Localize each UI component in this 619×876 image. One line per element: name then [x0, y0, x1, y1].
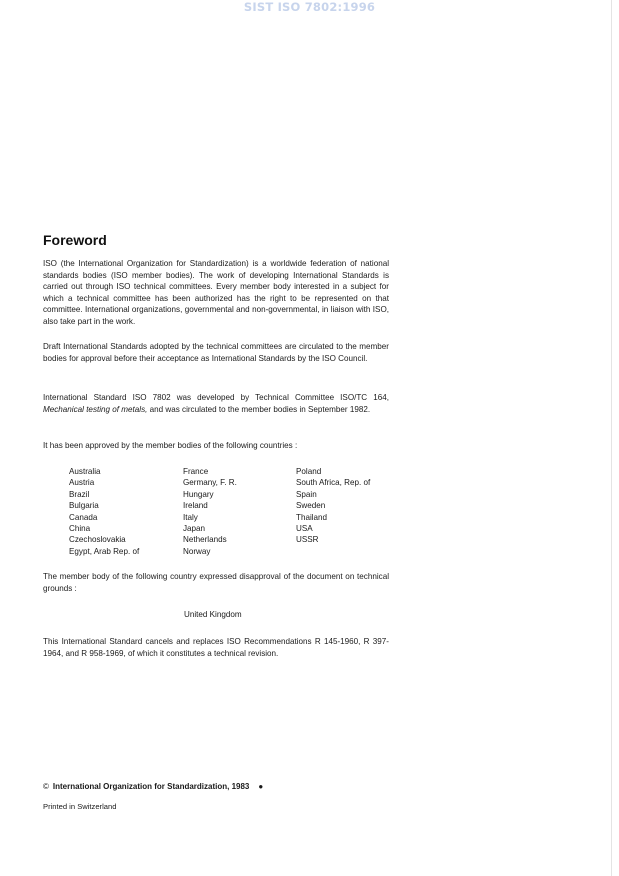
disapproving-country: United Kingdom: [184, 610, 242, 619]
country: Spain: [296, 489, 317, 499]
country: South Africa, Rep. of: [296, 478, 371, 488]
country: Norway: [183, 546, 211, 556]
country: Germany, F. R.: [183, 478, 237, 488]
country: Czechoslovakia: [69, 535, 126, 545]
paragraph-development-part2: and was circulated to the member bodies in September 1982.: [149, 404, 371, 414]
country: China: [69, 524, 91, 534]
committee-name: Mechanical testing of metals,: [43, 404, 148, 414]
bullet-icon: ●: [258, 782, 264, 791]
paragraph-development: [43, 392, 389, 415]
approving-countries-list: [69, 466, 399, 557]
paragraph-iso-intro: ISO (the International Organization for Standardization) is a worldwide federation of national standards bodies (ISO member bodies). The work of developing International Standards is carried out through ISO technical committees. Every member body interested in a subject for which a technical committee has been authorized has the right to be represented on that committee. International organizations, governmental and non-governmental, in liaison with ISO, also take part in the work.: [43, 259, 389, 326]
printed-location: Printed in Switzerland: [43, 802, 117, 811]
paragraph-disapproval: The member body of the following country expressed disapproval of the document on technical grounds :: [43, 572, 389, 593]
country: Hungary: [183, 489, 214, 499]
country: Poland: [296, 467, 322, 476]
countries-column-1: [69, 466, 183, 557]
paragraph-approval: It has been approved by the member bodies of the following countries :: [43, 441, 298, 450]
country: Sweden: [296, 501, 326, 511]
country: Brazil: [69, 489, 90, 499]
country: Italy: [183, 512, 198, 522]
country: Thailand: [296, 512, 328, 522]
country: Australia: [69, 467, 101, 476]
copyright-text: International Organization for Standardization, 1983: [52, 782, 250, 791]
country: Japan: [183, 524, 206, 534]
countries-column-3: [296, 466, 399, 557]
country: USA: [296, 524, 313, 534]
country: Netherlands: [183, 535, 227, 545]
country: USSR: [296, 535, 319, 545]
copyright-icon: ©: [43, 782, 49, 791]
countries-column-2: [183, 466, 296, 557]
watermark: SIST ISO 7802:1996: [243, 0, 376, 14]
paragraph-development-part1: International Standard ISO 7802 was developed by Technical Committee ISO/TC 164,: [43, 393, 389, 402]
page-title: Foreword: [43, 232, 107, 248]
copyright-notice: [43, 782, 263, 791]
paragraph-replacement: This International Standard cancels and replaces ISO Recommendations R 145-1960, R 397-1964, and R 958-1969, of which it constitutes a technical revision.: [43, 637, 389, 658]
country: France: [183, 467, 209, 476]
country: Egypt, Arab Rep. of: [69, 546, 140, 556]
paragraph-draft-standards: Draft International Standards adopted by the technical committees are circulated to the member bodies for approval before their acceptance as International Standards by the ISO Council.: [43, 342, 389, 363]
country: Ireland: [183, 501, 208, 511]
country: Austria: [69, 478, 95, 488]
page-edge-divider: [611, 0, 612, 876]
country: Bulgaria: [69, 501, 99, 511]
country: Canada: [69, 512, 98, 522]
